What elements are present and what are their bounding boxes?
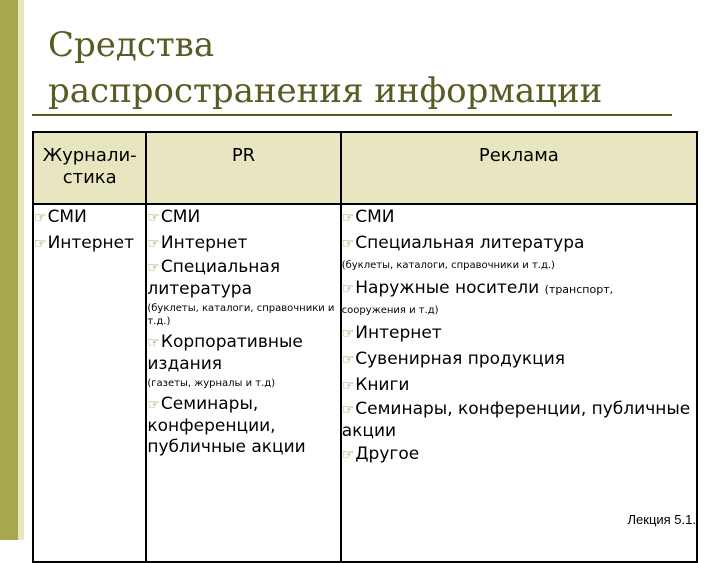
pointing-hand-icon: ☞ <box>341 402 355 418</box>
list-item: ☞Специальная литература <box>341 233 585 253</box>
header-journalism-l2: стика <box>62 167 117 188</box>
pointing-hand-icon: ☞ <box>341 378 355 394</box>
title-line-2: распространения информации <box>48 71 603 111</box>
left-accent-stripe <box>18 0 24 540</box>
pointing-hand-icon: ☞ <box>34 210 47 226</box>
header-journalism-l1: Журнали- <box>42 145 137 166</box>
item-note: (транспорт, <box>544 283 614 296</box>
title-line-1: Средства <box>48 25 215 65</box>
list-item: ☞Специальная литература <box>147 257 281 299</box>
pointing-hand-icon: ☞ <box>147 397 160 413</box>
header-advertising <box>341 132 697 204</box>
cell-advertising <box>341 204 697 562</box>
pointing-hand-icon: ☞ <box>341 326 355 342</box>
list-item: ☞Интернет <box>34 233 135 253</box>
item-note: (буклеты, каталоги, справочники и т.д.) <box>147 303 335 327</box>
pointing-hand-icon: ☞ <box>147 236 160 252</box>
list-item: ☞Интернет <box>147 233 248 253</box>
list-item: ☞Корпоративные издания <box>147 332 303 374</box>
item-note: (газеты, журналы и т.д) <box>147 378 276 389</box>
media-table <box>32 131 698 563</box>
list-item: ☞Книги <box>341 375 410 395</box>
pointing-hand-icon: ☞ <box>147 335 160 351</box>
left-accent-bar <box>0 0 18 540</box>
pointing-hand-icon: ☞ <box>341 236 355 252</box>
header-pr-label: PR <box>231 145 256 166</box>
pointing-hand-icon: ☞ <box>34 236 47 252</box>
list-item: ☞Сувенирная продукция <box>341 349 566 369</box>
pointing-hand-icon: ☞ <box>147 210 160 226</box>
footer-lecture-label: Лекция 5.1. <box>627 512 696 527</box>
list-item: ☞Семинары, конференции, публичные акции <box>341 399 691 441</box>
item-note: сооружения и т.д) <box>341 305 439 316</box>
header-pr <box>146 132 340 204</box>
list-item: ☞Интернет <box>341 323 442 343</box>
cell-journalism <box>33 204 146 562</box>
pointing-hand-icon: ☞ <box>341 210 355 226</box>
pointing-hand-icon: ☞ <box>147 260 160 276</box>
item-note: (буклеты, каталоги, справочники и т.д.) <box>341 260 555 271</box>
header-journalism <box>33 132 146 204</box>
body-row <box>33 204 697 562</box>
header-advertising-label: Реклама <box>478 145 559 166</box>
list-item: ☞СМИ <box>341 207 395 227</box>
pointing-hand-icon: ☞ <box>341 352 355 368</box>
list-item: ☞Другое <box>341 444 420 464</box>
list-item: ☞Наружные носители (транспорт, <box>341 278 614 298</box>
pointing-hand-icon: ☞ <box>341 281 355 297</box>
slide-title <box>48 22 668 114</box>
title-underline <box>32 114 672 116</box>
header-row <box>33 132 697 204</box>
cell-pr <box>146 204 340 562</box>
list-item: ☞СМИ <box>34 207 87 227</box>
pointing-hand-icon: ☞ <box>341 447 355 463</box>
list-item: ☞Семинары, конференции, публичные акции <box>147 394 306 457</box>
list-item: ☞СМИ <box>147 207 201 227</box>
